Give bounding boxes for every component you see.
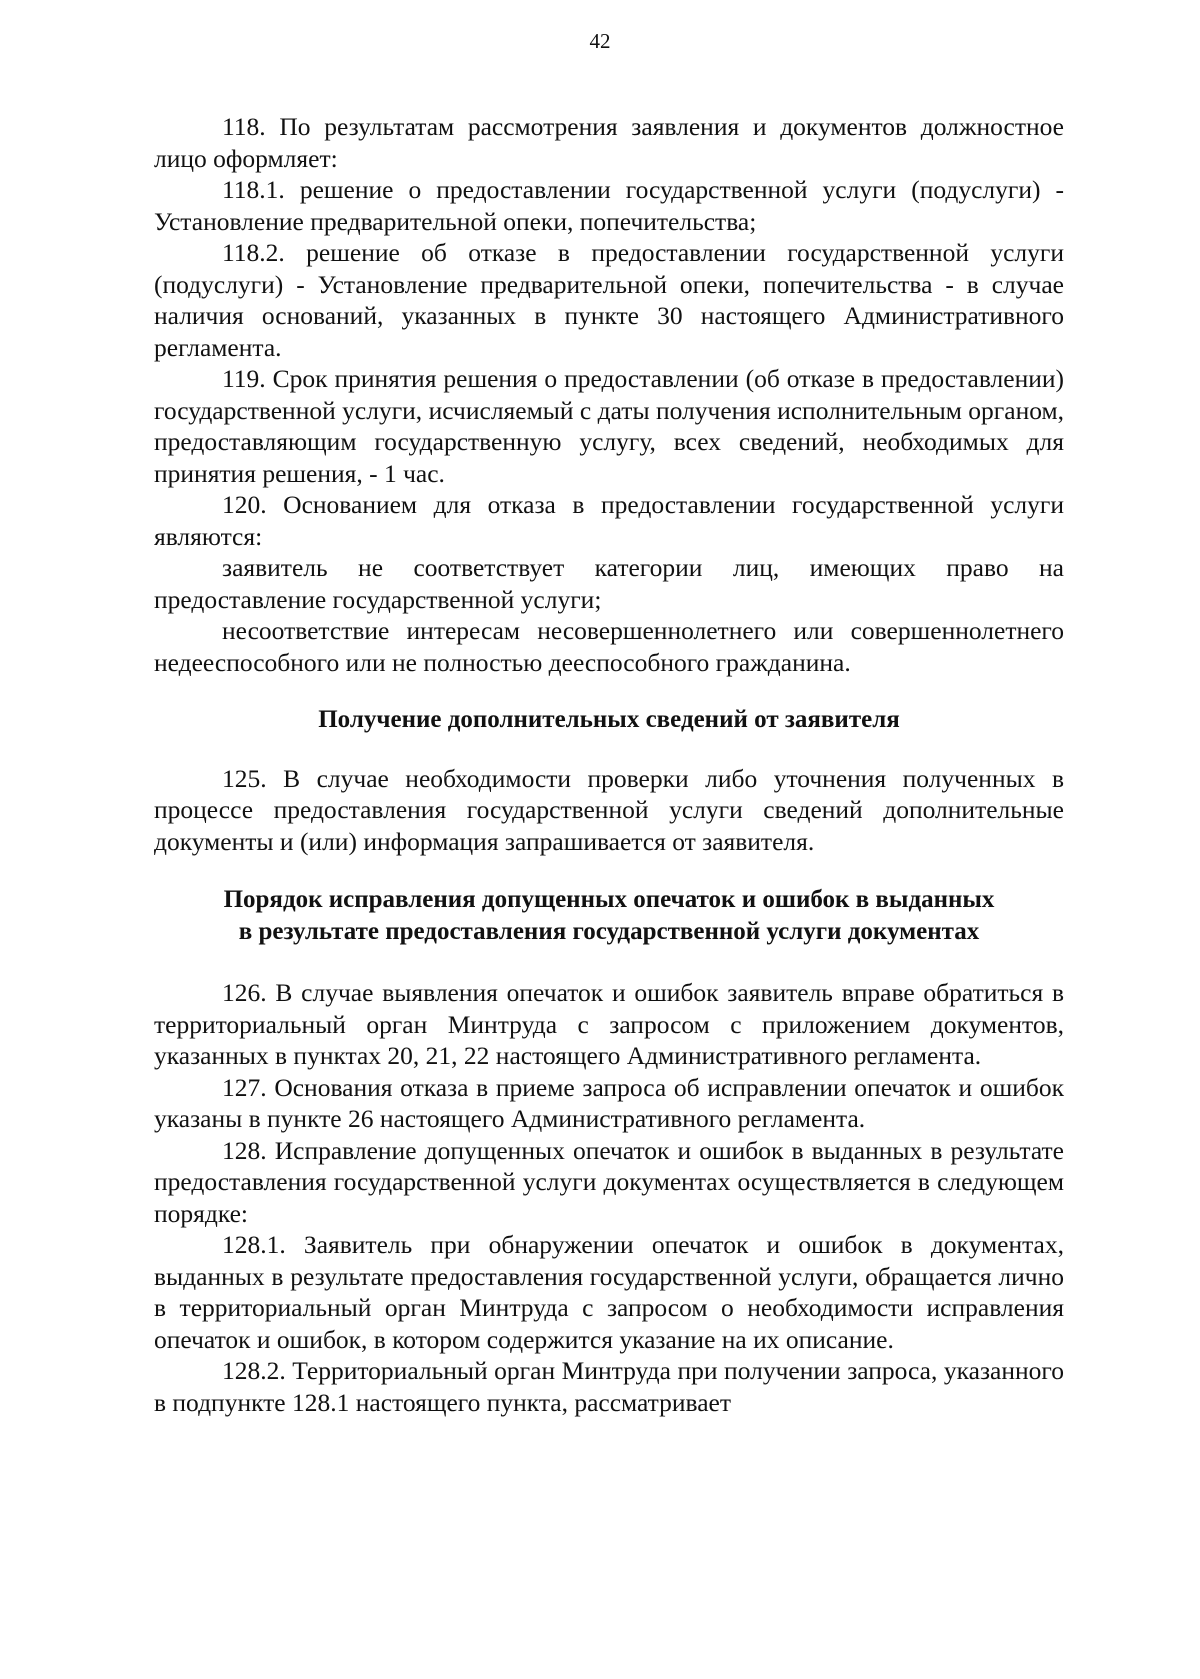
paragraph-118: 118. По результатам рассмотрения заявления и документов должностное лицо оформляет: xyxy=(154,112,1064,173)
page-number: 42 xyxy=(589,29,611,53)
paragraph-120-item-1: заявитель не соответствует категории лиц, имеющих право на предоставление государственной услуги; xyxy=(154,553,1064,614)
paragraph-118-2: 118.2. решение об отказе в предоставлении государственной услуги (подуслуги) - Установление предварительной опеки, попечительства - в случае наличия оснований, указанных в пункте 30 настоящего Административного регламента. xyxy=(154,238,1064,362)
section-heading-additional-info: Получение дополнительных сведений от заявителя xyxy=(318,706,900,733)
paragraph-118-1: 118.1. решение о предоставлении государственной услуги (подуслуги) - Установление предварительной опеки, попечительства; xyxy=(154,175,1064,236)
section-heading-corrections-line-1: Порядок исправления допущенных опечаток и ошибок в выданных xyxy=(223,886,995,913)
document-body xyxy=(154,111,1064,1418)
paragraph-127: 127. Основания отказа в приеме запроса об исправлении опечаток и ошибок указаны в пункте 26 настоящего Административного регламента. xyxy=(154,1072,1064,1133)
paragraph-125: 125. В случае необходимости проверки либо уточнения полученных в процессе предоставления государственной услуги сведений дополнительные документы и (или) информация запрашивается от заявителя. xyxy=(154,763,1064,856)
section-heading-corrections-line-2: в результате предоставления государственной услуги документах xyxy=(238,917,980,945)
paragraph-120: 120. Основанием для отказа в предоставлении государственной услуги являются: xyxy=(154,490,1064,551)
paragraph-120-item-2: несоответствие интересам несовершеннолетнего или совершеннолетнего недееспособного или не полностью дееспособного гражданина. xyxy=(154,616,1064,677)
paragraph-128-1: 128.1. Заявитель при обнаружении опечаток и ошибок в документах, выданных в результате предоставления государственной услуги, обращается лично в территориальный орган Минтруда с запросом о необходимости исправления опечаток и ошибок, в котором содержится указание на их описание. xyxy=(154,1230,1064,1354)
paragraph-128-2: 128.2. Территориальный орган Минтруда при получении запроса, указанного в подпункте 128.1 настоящего пункта, рассматривает xyxy=(154,1356,1064,1417)
paragraph-126: 126. В случае выявления опечаток и ошибок заявитель вправе обратиться в территориальный орган Минтруда с запросом с приложением документов, указанных в пунктах 20, 21, 22 настоящего Административного регламента. xyxy=(154,978,1064,1070)
section-heading-corrections xyxy=(154,884,1064,947)
paragraph-119: 119. Срок принятия решения о предоставлении (об отказе в предоставлении) государственной услуги, исчисляемый с даты получения исполнительным органом, предоставляющим государственную услугу, всех сведений, необходимых для принятия решения, - 1 час. xyxy=(154,364,1064,488)
paragraph-128: 128. Исправление допущенных опечаток и ошибок в выданных в результате предоставления государственной услуги документах осуществляется в следующем порядке: xyxy=(154,1135,1064,1228)
